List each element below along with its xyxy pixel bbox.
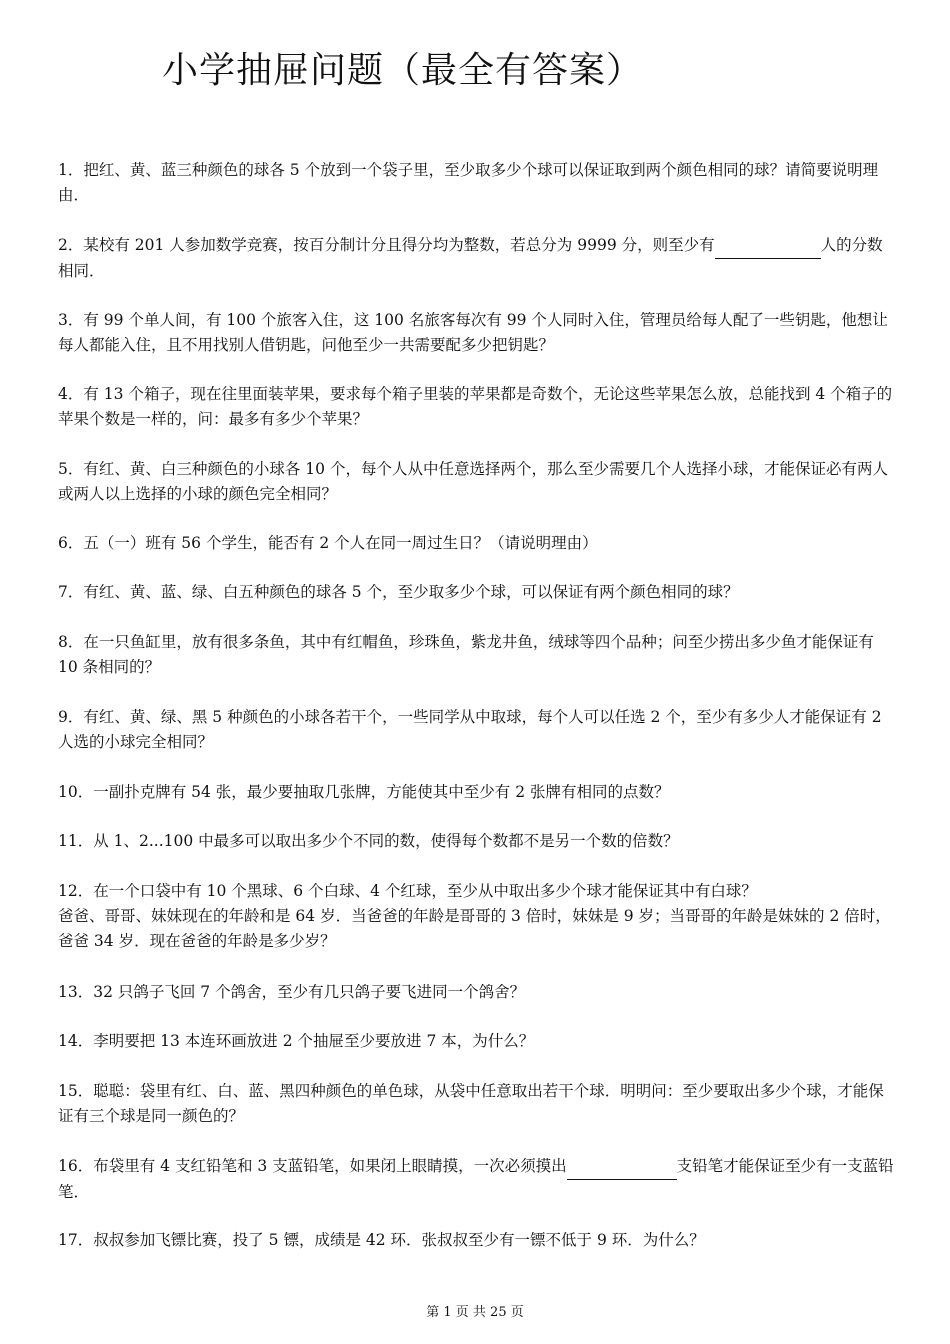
question-1: 1．把红、黄、蓝三种颜色的球各 5 个放到一个袋子里，至少取多少个球可以保证取到两个颜色相同的球？请简要说明理由． (58, 161, 879, 204)
answer-blank (567, 1154, 677, 1180)
question-8: 8．在一只鱼缸里，放有很多条鱼，其中有红帽鱼，珍珠鱼，紫龙井鱼，绒球等四个品种；问至少捞出多少鱼才能保证有 10 条相同的？ (58, 633, 874, 676)
question-13: 13．32 只鸽子飞回 7 个鸽舍，至少有几只鸽子要飞进同一个鸽舍？ (58, 983, 526, 1001)
question-2: 2．某校有 201 人参加数学竞赛，按百分制计分且得分均为整数，若总分为 9999 分，则至少有 人的分数相同． (58, 233, 894, 284)
question-10: 10．一副扑克牌有 54 张，最少要抽取几张牌，方能使其中至少有 2 张牌有相同的点数？ (58, 783, 670, 801)
question-16: 16．布袋里有 4 支红铅笔和 3 支蓝铅笔，如果闭上眼睛摸，一次必须摸出 支铅笔才能保证至少有一支蓝铅笔． (58, 1154, 894, 1205)
question-6: 6．五（一）班有 56 个学生，能否有 2 个人在同一周过生日？（请说明理由） (58, 534, 598, 552)
question-12: 12．在一个口袋中有 10 个黑球、6 个白球、4 个红球，至少从中取出多少个球才能保证其中有白球？ 爸爸、哥哥、妹妹现在的年龄和是 64 岁．当爸爸的年龄是哥哥的 3 倍时，妹妹是 9 岁；当哥哥的年龄是妹妹的 2 倍时，爸爸 34 岁．现在爸爸的年龄是多少岁？ (58, 882, 891, 950)
question-11: 11．从 1、2...100 中最多可以取出多少个不同的数，使得每个数都不是另一个数的倍数？ (58, 832, 679, 850)
question-14: 14．李明要把 13 本连环画放进 2 个抽屉至少要放进 7 本，为什么？ (58, 1032, 535, 1050)
question-9: 9．有红、黄、绿、黑 5 种颜色的小球各若干个，一些同学从中取球，每个人可以任选 2 个，至少有多少人才能保证有 2 人选的小球完全相同？ (58, 708, 882, 751)
answer-blank (715, 233, 821, 259)
page-footer: 第 1 页 共 25 页 (426, 1305, 524, 1320)
question-7: 7．有红、黄、蓝、绿、白五种颜色的球各 5 个，至少取多少个球，可以保证有两个颜色相同的球？ (58, 583, 739, 601)
question-15: 15．聪聪：袋里有红、白、蓝、黑四种颜色的单色球，从袋中任意取出若干个球．明明问：至少要取出多少个球，才能保证有三个球是同一颜色的？ (58, 1082, 884, 1125)
question-17: 17．叔叔参加飞镖比赛，投了 5 镖，成绩是 42 环．张叔叔至少有一镖不低于 9 环．为什么？ (58, 1231, 705, 1249)
document-title: 小学抽屉问题（最全有答案） (162, 50, 644, 91)
question-3: 3．有 99 个单人间，有 100 个旅客入住，这 100 名旅客每次有 99 个人同时入住，管理员给每人配了一些钥匙，他想让每人都能入住，且不用找别人借钥匙，问他至少一共需要配多少把钥匙？ (58, 311, 888, 354)
question-5: 5．有红、黄、白三种颜色的小球各 10 个，每个人从中任意选择两个，那么至少需要几个人选择小球，才能保证必有两人或两人以上选择的小球的颜色完全相同？ (58, 460, 888, 503)
question-4: 4．有 13 个箱子，现在往里面装苹果，要求每个箱子里装的苹果都是奇数个，无论这些苹果怎么放，总能找到 4 个箱子的苹果个数是一样的，问：最多有多少个苹果？ (58, 385, 893, 428)
